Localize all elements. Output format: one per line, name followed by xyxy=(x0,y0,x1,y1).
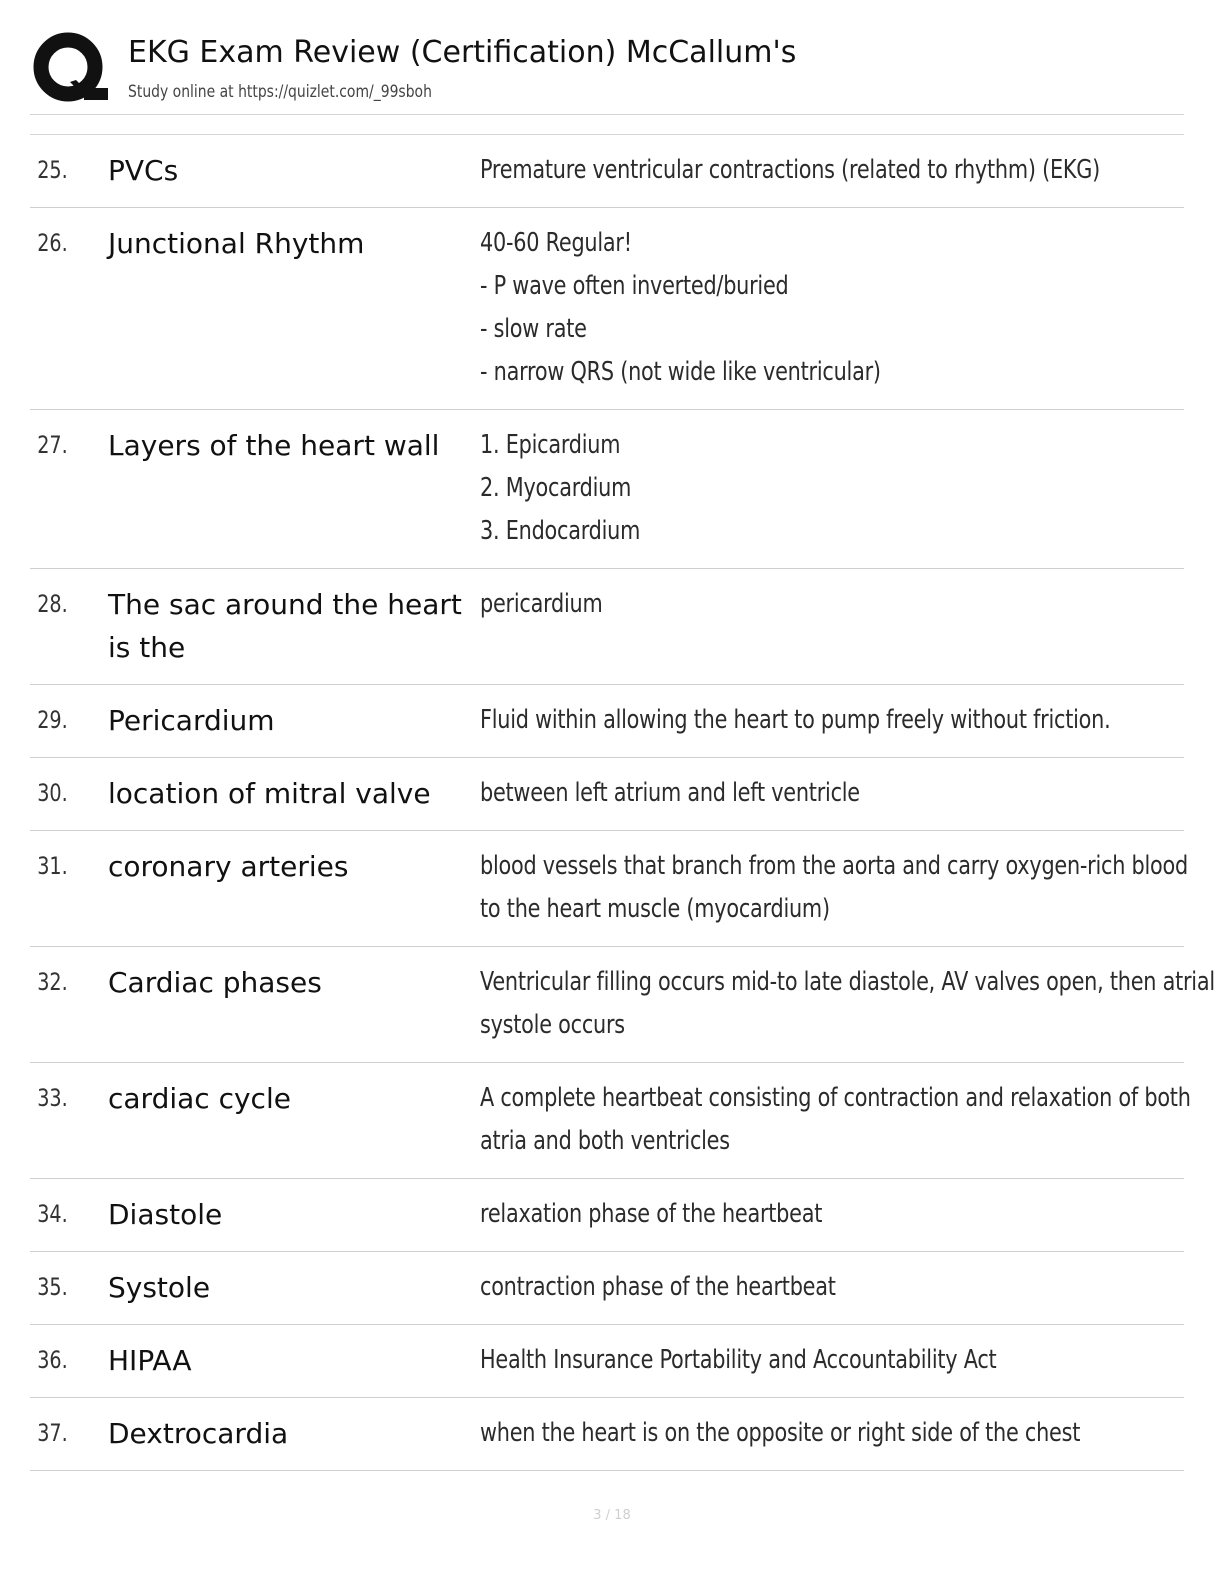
flashcard-row xyxy=(30,1325,1184,1398)
card-definition xyxy=(480,1266,1184,1309)
card-term: coronary arteries xyxy=(108,850,349,883)
card-number: 32. xyxy=(37,968,68,996)
card-term: Cardiac phases xyxy=(108,966,322,999)
definition-line: - narrow QRS (not wide like ventricular) xyxy=(480,357,881,387)
card-definition xyxy=(480,961,1224,1047)
card-term: PVCs xyxy=(108,154,179,187)
card-number: 31. xyxy=(37,852,68,880)
definition-line: Fluid within allowing the heart to pump freely without friction. xyxy=(480,705,1111,735)
card-term: Diastole xyxy=(108,1198,223,1231)
card-number: 36. xyxy=(37,1346,68,1374)
definition-line: between left atrium and left ventricle xyxy=(480,778,860,808)
card-number: 30. xyxy=(37,779,68,807)
card-term: location of mitral valve xyxy=(108,777,431,810)
card-term: Layers of the heart wall xyxy=(108,429,440,462)
card-number: 26. xyxy=(37,229,68,257)
definition-line: A complete heartbeat consisting of contraction and relaxation of both xyxy=(480,1083,1191,1113)
card-definition xyxy=(480,1339,1184,1382)
definition-line: Health Insurance Portability and Accountability Act xyxy=(480,1345,997,1375)
page-title: EKG Exam Review (Certification) McCallum's xyxy=(128,35,797,70)
card-definition xyxy=(480,1412,1224,1455)
flashcard-row xyxy=(30,1252,1184,1325)
definition-line: to the heart muscle (myocardium) xyxy=(480,894,830,924)
flashcard-row xyxy=(30,685,1184,758)
flashcard-row xyxy=(30,135,1184,208)
flashcard-row xyxy=(30,1179,1184,1252)
flashcard-row xyxy=(30,1063,1191,1179)
flashcard-row xyxy=(30,758,1184,831)
card-number: 28. xyxy=(37,590,68,618)
flashcard-row xyxy=(30,410,1184,569)
card-term: The sac around the heart is the xyxy=(108,588,462,664)
card-term: HIPAA xyxy=(108,1344,192,1377)
card-number: 25. xyxy=(37,156,68,184)
card-term: Systole xyxy=(108,1271,211,1304)
card-definition xyxy=(480,1193,1184,1236)
flashcard-row xyxy=(30,947,1215,1063)
card-definition xyxy=(480,1077,1224,1163)
definition-line: - P wave often inverted/buried xyxy=(480,271,789,301)
page-number: 3 / 18 xyxy=(593,1508,631,1523)
card-number: 29. xyxy=(37,706,68,734)
definition-line: 40-60 Regular! xyxy=(480,228,632,258)
card-number: 34. xyxy=(37,1200,68,1228)
flashcard-row xyxy=(30,208,1184,410)
card-definition xyxy=(480,772,1184,815)
quizlet-logo-icon xyxy=(32,30,108,106)
card-number: 33. xyxy=(37,1084,68,1112)
page-header xyxy=(30,28,1184,115)
definition-line: atria and both ventricles xyxy=(480,1126,730,1156)
card-definition xyxy=(480,149,1224,192)
definition-line: 1. Epicardium xyxy=(480,430,621,460)
card-definition xyxy=(480,222,1184,394)
card-definition xyxy=(480,583,1184,669)
card-term: cardiac cycle xyxy=(108,1082,291,1115)
card-term: Junctional Rhythm xyxy=(108,227,365,260)
card-term: Dextrocardia xyxy=(108,1417,289,1450)
definition-line: blood vessels that branch from the aorta and carry oxygen-rich blood xyxy=(480,851,1188,881)
card-number: 35. xyxy=(37,1273,68,1301)
card-number: 37. xyxy=(37,1419,68,1447)
card-number: 27. xyxy=(37,431,68,459)
study-online-link[interactable]: Study online at https://quizlet.com/_99sboh xyxy=(128,82,432,102)
flashcard-row xyxy=(30,831,1188,947)
definition-line: Ventricular filling occurs mid-to late diastole, AV valves open, then atrial xyxy=(480,967,1215,997)
card-definition xyxy=(480,424,1184,553)
definition-line: Premature ventricular contractions (related to rhythm) (EKG) xyxy=(480,155,1101,185)
card-definition xyxy=(480,699,1224,742)
definition-line: 3. Endocardium xyxy=(480,516,641,546)
flashcard-list xyxy=(30,134,1215,1471)
definition-line: relaxation phase of the heartbeat xyxy=(480,1199,823,1229)
flashcard-row xyxy=(30,569,1184,685)
card-definition xyxy=(480,845,1224,931)
definition-line: 2. Myocardium xyxy=(480,473,632,503)
flashcard-row xyxy=(30,1398,1184,1471)
definition-line: when the heart is on the opposite or right side of the chest xyxy=(480,1418,1081,1448)
definition-line: systole occurs xyxy=(480,1010,625,1040)
definition-line: - slow rate xyxy=(480,314,587,344)
definition-line: pericardium xyxy=(480,589,603,619)
card-term: Pericardium xyxy=(108,704,275,737)
definition-line: contraction phase of the heartbeat xyxy=(480,1272,836,1302)
